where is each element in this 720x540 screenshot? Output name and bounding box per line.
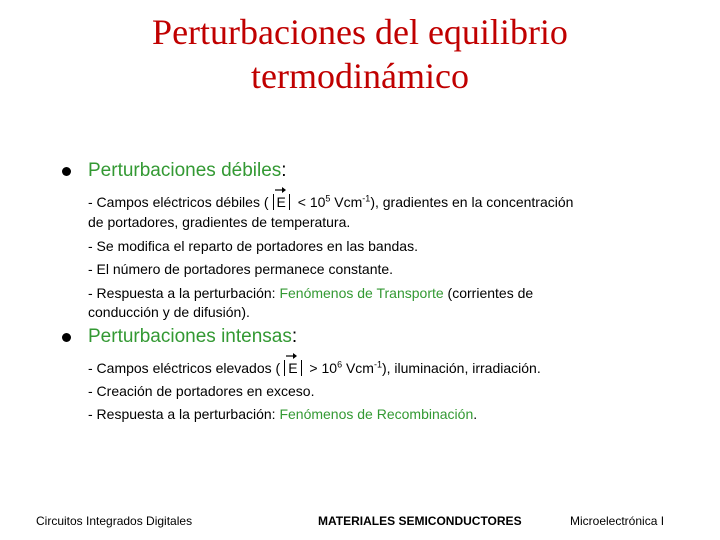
section-heading-weak: Perturbaciones débiles: [88,160,287,181]
footer-left: Circuitos Integrados Digitales [36,514,193,528]
text-line: - Respuesta a la perturbación: Fenómenos de Recombinación. [88,406,478,422]
text-line: - Campos eléctricos débiles ( $E < 10^5$ Vcm$^{-1}$), gradientes en la concentración [88,192,573,212]
slide-title [0,10,720,98]
text-line: de portadores, gradientes de temperatura. [88,214,351,230]
text-line: - El número de portadores permanece constante. [88,261,394,277]
vector-magnitude-e: E [273,194,290,210]
footer-center: MATERIALES SEMICONDUCTORES [318,514,522,528]
text-line: - Campos eléctricos elevados ( $E > 10^6$ Vcm$^{-1}$), iluminación, irradiación. [88,358,541,378]
text-line: - Respuesta a la perturbación: Fenómenos de Transporte (corrientes de [88,285,534,301]
text-line: - Se modifica el reparto de portadores en las bandas. [88,238,418,254]
bullet-icon [62,167,71,176]
vector-arrow-icon [275,187,286,193]
text-line: conducción y de difusión). [88,304,250,320]
vector-magnitude-e: E [284,360,301,376]
section-heading-intense: Perturbaciones intensas: [88,326,298,347]
vector-arrow-icon [286,353,297,359]
title-line-2: termodinámico [251,56,469,96]
text-line: - Creación de portadores en exceso. [88,383,315,399]
title-line-1: Perturbaciones del equilibrio [152,12,568,52]
footer-right: Microelectrónica I [570,514,665,528]
bullet-icon [62,333,71,342]
